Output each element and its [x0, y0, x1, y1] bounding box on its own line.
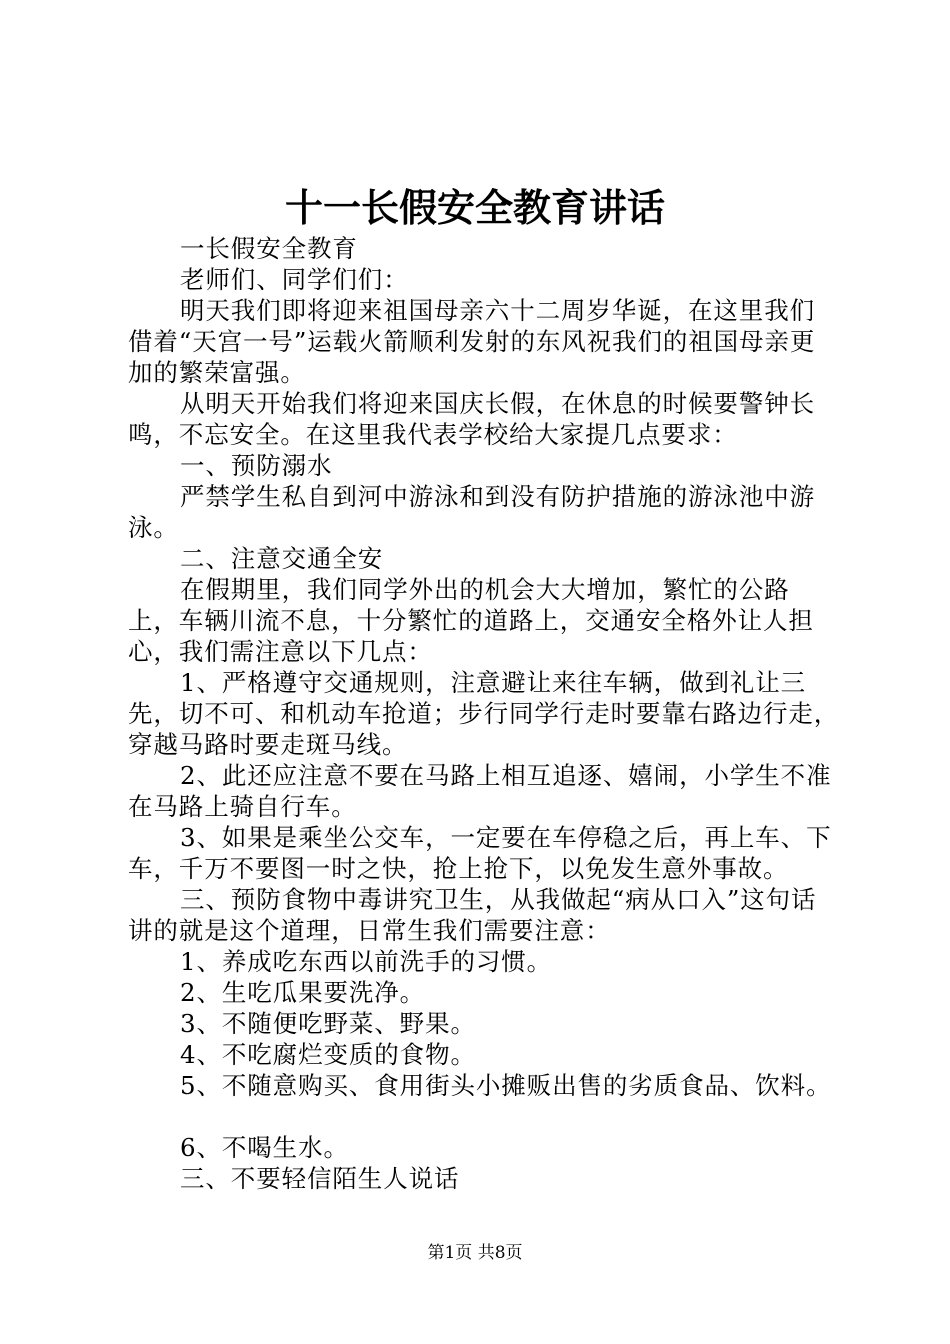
document-title: 十一长假安全教育讲话	[284, 185, 665, 230]
list-item-traffic-3: 3、如果是乘坐公交车，一定要在车停稳之后，再上车、下车，千万不要图一时之快，抢上抢下，以免发生意外事故。	[128, 823, 832, 883]
list-item-food-3: 3、不随便吃野菜、野果。	[180, 1009, 476, 1038]
list-item-food-6: 6、不喝生水。	[180, 1133, 349, 1162]
section-heading-drowning: 一、预防溺水	[180, 451, 333, 480]
paragraph-salutation: 老师们、同学们们：	[180, 265, 409, 294]
paragraph-holiday-notice: 从明天开始我们将迎来国庆长假，在休息的时候要警钟长鸣，不忘安全。在这里我代表学校给大家提几点要求：	[128, 389, 815, 449]
list-item-traffic-2: 2、此还应注意不要在马路上相互追逐、嬉闹，小学生不准在马路上骑自行车。	[128, 761, 832, 821]
document-body	[128, 233, 840, 1194]
list-item-traffic-1: 1、严格遵守交通规则，注意避让来往车辆，做到礼让三先，切不可、和机动车抢道；步行同学行走时要靠右路边行走，穿越马路时要走斑马线。	[128, 668, 840, 759]
blank-line	[128, 1101, 840, 1132]
paragraph-intro: 明天我们即将迎来祖国母亲六十二周岁华诞，在这里我们借着“天宫一号”运载火箭顺利发射的东风祝我们的祖国母亲更加的繁荣富强。	[128, 296, 816, 387]
list-item-food-2: 2、生吃瓜果要洗净。	[180, 978, 426, 1007]
paragraph-traffic: 在假期里，我们同学外出的机会大大增加，繁忙的公路上，车辆川流不息，十分繁忙的道路上，交通安全格外让人担心，我们需注意以下几点：	[128, 575, 814, 666]
section-heading-strangers: 三、不要轻信陌生人说话	[180, 1164, 460, 1193]
list-item-food-5: 5、不随意购买、食用街头小摊贩出售的劣质食品、饮料。	[180, 1071, 832, 1100]
section-heading-food: 三、预防食物中毒讲究卫生，从我做起“病从口入”这句话讲的就是这个道理，日常生我们需要注意：	[128, 885, 817, 945]
section-heading-traffic: 二、注意交通全安	[180, 544, 384, 573]
list-item-food-1: 1、养成吃东西以前洗手的习惯。	[180, 947, 553, 976]
page-footer: 第1页 共8页	[427, 1243, 523, 1263]
paragraph-heading-subtitle: 一长假安全教育	[180, 234, 358, 263]
paragraph-drowning: 严禁学生私自到河中游泳和到没有防护措施的游泳池中游泳。	[128, 482, 815, 542]
list-item-food-4: 4、不吃腐烂变质的食物。	[180, 1040, 476, 1069]
